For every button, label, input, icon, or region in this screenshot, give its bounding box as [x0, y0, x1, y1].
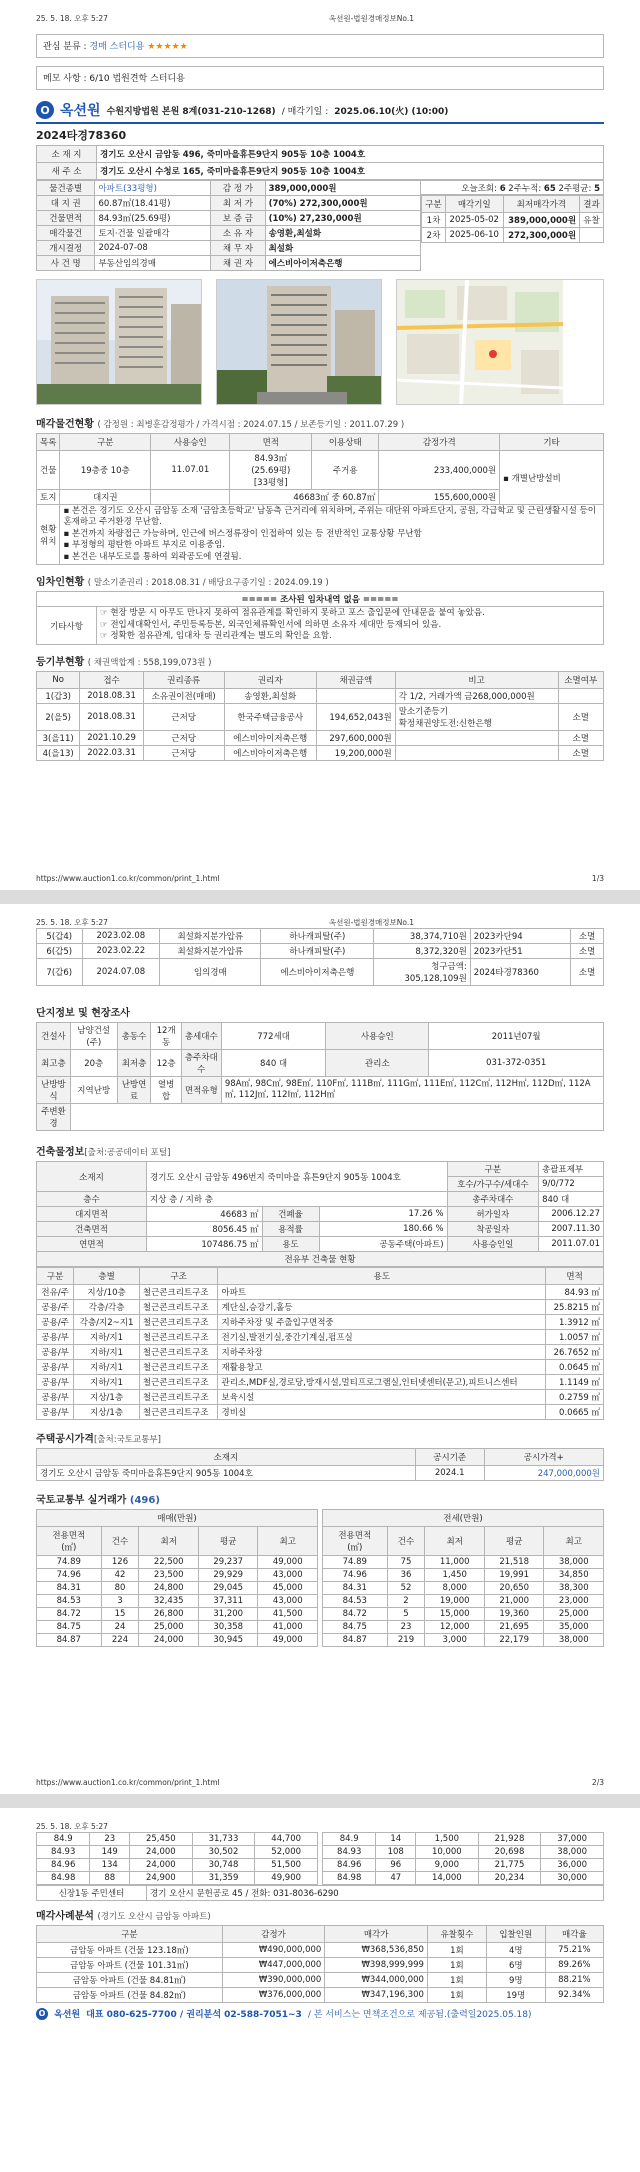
trade-row: 74.96 36 1,450 19,991 34,850	[323, 1569, 604, 1582]
trade-row: 84.72 5 15,000 19,360 25,000	[323, 1608, 604, 1621]
building-info-row: 대지면적 46683 ㎡ 건폐율 17.26 % 허가일자 2006.12.27	[37, 1207, 604, 1222]
rent-trade-table: 전세(만원) 전용면적 (㎡) 건수 최저 평균 최고 74.89 75 11,000 21,518 38,000 74.96 36 1,450 19,991 34,850 84.31 52 8,000 20,650 38,300 84.53 2 19,000 21,000 23,000 84.72 5 15,000 19,360 25,000 84.75 23 12,000 21,695 35,000 84.87 219 3,000 22,179 38,000	[322, 1509, 604, 1647]
print-footer-1	[36, 874, 604, 883]
trade-row: 84.9 14 1,500 21,928 37,000	[323, 1833, 604, 1846]
complex-row: 건설사 남양건설(주) 총동수 12개동 총세대수 772세대 사용승인 2011년07월	[37, 1023, 604, 1050]
trade-row: 84.31 80 24,800 29,045 45,000	[37, 1582, 318, 1595]
info-row: 대 지 권 60.87㎡(18.41평) 최 저 가 (70%) 272,300,000원	[37, 196, 421, 211]
complex-table: 건설사 남양건설(주) 총동수 12개동 총세대수 772세대 사용승인 2011년07월 최고층 20층 최저층 12층 층주차대수 840 대 관리소 031-372-0351 난방방식 지역난방 난방연료 열병합 면적유형 98A㎡, 98C㎡, 98E㎡, 110F㎡, 111B㎡, 111G㎡, 111E㎡, 112C㎡, 112H㎡, 112D㎡, 112A㎡, 112J㎡, 112I㎡, 112H㎡ 주변환경	[36, 1022, 604, 1131]
address-value: 경기도 오산시 금암동 496, 죽미마을휴튼9단지 905동 10층 1004호	[97, 146, 604, 163]
unit-parts-table: 구분 층별 구조 용도 면적 전유/주 지상/10층 철근콘크리트구조 아파트 84.93 ㎡ 공용/주 각층/각층 철근콘크리트구조 계단실,승강기,홀등 25.8215 ㎡ 공용/주 각층/지2~지1 철근콘크리트구조 지하주차장 및 주출입구면적중 1.3912 ㎡ 공용/부 지하/지1 철근콘크리트구조 전기실,발전기실,중간기계실,펌프실 1.0057 ㎡ 공용/부 지하/지1 철근콘크리트구조 지하주차장 26.7652 ㎡ 공용/부 지하/지1 철근콘크리트구조 재활용창고 0.0645 ㎡ 공용/부 지하/지1 철근콘크리트구조 관리소,MDF실,경로당,방재시설,멀티프로그램실,인터넷센터(문고),피트니스센터 1.1149 ㎡ 공용/부 지상/1층 철근콘크리트구조 보육시설 0.2759 ㎡ 공용/부 지상/1층 철근콘크리트구조 경비실 0.0665 ㎡	[36, 1267, 604, 1420]
registry-row: 3(을11) 2021.10.29 근저당 에스비아이저축은행 297,600,000원 소멸	[37, 730, 604, 745]
page-number: 1/3	[591, 874, 604, 883]
case-analysis-row: 금암동 아파트 (건물 84.82㎡) ₩376,000,000 ₩347,196,300 1회 19명 92.34%	[37, 1988, 604, 2003]
history-row: 1차 2025-05-02 389,000,000원 유찰	[422, 213, 604, 228]
auction1-logo-icon: O	[36, 101, 54, 119]
trade-row: 84.96 134 24,000 30,748 51,500	[37, 1859, 318, 1872]
tenant-section-title: 임차인현황 ( 말소기준권리 : 2018.08.31 / 배당요구종기일 : 2024.09.19 )	[36, 577, 329, 589]
trade-row: 84.75 24 25,000 30,358 41,000	[37, 1621, 318, 1634]
trade-row: 84.93 149 24,000 30,502 52,000	[37, 1846, 318, 1859]
complex-section-title: 단지정보 및 현장조사	[36, 1008, 130, 1019]
case-analysis-row: 금암동 아파트 (건물 84.81㎡) ₩390,000,000 ₩344,000,000 1회 9명 88.21%	[37, 1973, 604, 1988]
trade-section-title: 국토교통부 실거래가 (496)	[36, 1495, 160, 1506]
case-number: 2024타경78360	[36, 129, 127, 142]
info-row: 물건종별 아파트(33평형) 감 정 가 389,000,000원	[37, 181, 421, 196]
print-header	[36, 0, 604, 24]
interest-label: 관심 분류 :	[43, 42, 87, 52]
registry-row: 1(갑3) 2018.08.31 소유권이전(매매) 송영환,최설화 각 1/2, 거래가액 금268,000,000원	[37, 688, 604, 703]
registry-row: 5(갑4) 2023.02.08 최설화지분가압류 하나캐피탈(주) 38,374,710원 2023카단94 소멸	[37, 929, 604, 944]
auction1-logo-icon: O	[36, 2008, 48, 2020]
registry-row: 4(을13) 2022.03.31 근저당 에스비아이저축은행 19,200,000원 소멸	[37, 745, 604, 760]
unit-part-row: 공용/부 지하/지1 철근콘크리트구조 전기실,발전기실,중간기계실,펌프실 1.0057 ㎡	[37, 1330, 604, 1345]
trade-row: 84.53 3 32,435 37,311 43,000	[37, 1595, 318, 1608]
sale-date: 2025.06.10(火) (10:00)	[334, 106, 449, 117]
page-1	[0, 0, 640, 890]
unit-part-row: 공용/부 지하/지1 철근콘크리트구조 지하주차장 26.7652 ㎡	[37, 1345, 604, 1360]
building-info-row: 건축면적 8056.45 ㎡ 용적률 180.66 % 착공일자 2007.11.30	[37, 1222, 604, 1237]
complex-row: 최고층 20층 최저층 12층 층주차대수 840 대 관리소 031-372-0351	[37, 1050, 604, 1077]
history-row: 2차 2025-06-10 272,300,000원	[422, 228, 604, 243]
print-url[interactable]: https://www.auction1.co.kr/common/print_1.html	[36, 874, 220, 883]
trade-row: 84.9 23 25,450 31,733 44,700	[37, 1833, 318, 1846]
trade-row: 84.98 88 24,900 31,359 49,900	[37, 1872, 318, 1885]
unit-part-row: 공용/부 지상/1층 철근콘크리트구조 보육시설 0.2759 ㎡	[37, 1390, 604, 1405]
office-table: 신장1동 주민센터 경기 오산시 문헌공로 45 / 전화: 031-8036-6290	[36, 1885, 604, 1901]
unit-part-row: 공용/부 지하/지1 철근콘크리트구조 관리소,MDF실,경로당,방재시설,멀티프로그램실,인터넷센터(문고),피트니스센터 1.1149 ㎡	[37, 1375, 604, 1390]
case-analysis-row: 금암동 아파트 (건물 101.31㎡) ₩447,000,000 ₩398,999,999 1회 6명 89.26%	[37, 1958, 604, 1973]
print-title: 옥션원-법원경매정보No.1	[328, 14, 414, 23]
trade-row: 74.89 75 11,000 21,518 38,000	[323, 1556, 604, 1569]
building-photo-2[interactable]	[216, 279, 382, 405]
sale-trade-table-continued	[36, 1832, 318, 1885]
rent-trade-table-continued	[322, 1832, 604, 1885]
trade-row: 84.75 23 12,000 21,695 35,000	[323, 1621, 604, 1634]
trade-row: 74.89 126 22,500 29,237 49,000	[37, 1556, 318, 1569]
brand-name: 옥션원	[60, 103, 101, 119]
unit-part-row: 공용/주 각층/각층 철근콘크리트구조 계단실,승강기,홀등 25.8215 ㎡	[37, 1300, 604, 1315]
building-info-row: 연면적 107486.75 ㎡ 용도 공동주택(아파트) 사용승인일 2011.07.01	[37, 1237, 604, 1252]
case-summary-table	[36, 145, 604, 180]
footer-contact: O 옥션원 대표 080-625-7700 / 권리분석 02-588-7051~3 / 본 서비스는 면책조건으로 제공됨.(출력일2025.05.18)	[36, 2007, 604, 2020]
trade-row: 84.98 47 14,000 20,234 30,000	[323, 1872, 604, 1885]
print-footer-2	[36, 1778, 604, 1787]
rating-stars: ★★★★★	[147, 42, 188, 52]
memo-label: 메모 사항 :	[43, 74, 87, 84]
memo-value: 6/10 법원견학 스터디용	[89, 74, 185, 84]
page-3	[0, 1808, 640, 2172]
case-analysis-row: 금암동 아파트 (건물 123.18㎡) ₩490,000,000 ₩368,536,850 1회 4명 75.21%	[37, 1943, 604, 1958]
trade-row: 74.96 42 23,500 29,929 43,000	[37, 1569, 318, 1582]
building-row: 건물 19층중 10층 11.07.01 84.93㎡ (25.69평) [33평형] 주거용 233,400,000원 ▪ 개별난방설비	[37, 451, 604, 490]
memo-box	[36, 66, 604, 90]
case-analysis-title: 매각사례분석 (경기도 오산시 금암동 아파트)	[36, 1911, 211, 1922]
interest-value[interactable]: 경매 스터디용	[89, 42, 145, 52]
trade-row: 84.93 108 10,000 20,698 38,000	[323, 1846, 604, 1859]
status-section-title: 매각물건현황 ( 감정원 : 최병훈감정평가 / 가격시점 : 2024.07.15 / 보존등기일 : 2011.07.29 )	[36, 419, 405, 430]
public-price-table: 소재지 공시기준 공시가격+ 경기도 오산시 금암동 죽미마을휴튼9단지 905동 1004호 2024.1 247,000,000원	[36, 1448, 604, 1481]
trade-row: 84.96 96 9,000 21,775 36,000	[323, 1859, 604, 1872]
property-status-table: 목록 구분 사용승인 면적 이용상태 감정가격 기타 건물 19층중 10층 11.07.01 84.93㎡ (25.69평) [33평형] 주거용 233,400,000원 ▪ 개별난방설비 토지 대지권 46683㎡ 중 60.87㎡ 155,600,000원 현황 위치 ▪ 본건은 경기도 오산시 금암동 소재 '금암초등학교' 남동측 근거리에 위치하며, 주위는 대단위 아파트단지, 공원, 각급학교 및 근린생활시설 등이 혼재하고 주거환경 무난함. ▪ 본건까지 차량접근 가능하며, 인근에 버스정류장이 인접하여 있는 등 전반적인 교통상황 무난함 ▪ 부정형의 평탄한 아파트 부지로 이용중임. ▪ 본건은 내부도로를 통하여 외곽공도에 연결됨.	[36, 433, 604, 565]
info-row: 사 건 명 부동산임의경매 채 권 자 에스비아이저축은행	[37, 256, 421, 271]
info-row: 개시결정 2024-07-08 채 무 자 최설화	[37, 241, 421, 256]
registry-row: 2(을5) 2018.08.31 근저당 한국주택금융공사 194,652,043원 말소기준등기 확정채권양도전:신한은행 소멸	[37, 703, 604, 730]
info-row: 건물면적 84.93㎡(25.69평) 보 증 금 (10%) 27,230,000원	[37, 211, 421, 226]
print-url[interactable]: https://www.auction1.co.kr/common/print_1.html	[36, 1778, 220, 1787]
tenant-table: ===== 조사된 임차내역 없음 ===== 기타사항 ☞ 현장 방문 시 아무도 만나지 못하여 점유관계를 확인하지 못하고 포스 출입문에 안내문을 붙여 놓았음. ☞ 전입세대확인서, 주민등록등본, 외국인체류확인서에 의하면 소유자 세대만 등재되어 있음. ☞ 정확한 점유관계, 임대차 등 권리관계는 별도의 확인을 요함.	[36, 591, 604, 644]
sale-history-table: 구분 매각기일 최저매각가격 결과 1차 2025-05-02 389,000,000원 유찰 2차 2025-06-10 272,300,000원	[421, 195, 604, 243]
info-row: 매각물건 토지·건물 일괄매각 소 유 자 송영환,최설화	[37, 226, 421, 241]
building-section-title: 건축물정보[출처:공공데이터 포털]	[36, 1147, 171, 1158]
sale-date-label: / 매각기일 :	[281, 106, 329, 117]
unit-part-row: 전유/주 지상/10층 철근콘크리트구조 아파트 84.93 ㎡	[37, 1285, 604, 1300]
interest-box	[36, 34, 604, 58]
address-label: 소 재 지	[37, 146, 97, 163]
registry-section-title: 등기부현황 ( 채권액합계 : 558,199,073원 )	[36, 656, 212, 668]
location-row: 현황 위치 ▪ 본건은 경기도 오산시 금암동 소재 '금암초등학교' 남동측 근거리에 위치하며, 주위는 대단위 아파트단지, 공원, 각급학교 및 근린생활시설 등이 혼재하고 주거환경 무난함. ▪ 본건까지 차량접근 가능하며, 인근에 버스정류장이 인접하여 있는 등 전반적인 교통상황 무난함 ▪ 부정형의 평탄한 아파트 부지로 이용중임. ▪ 본건은 내부도로를 통하여 외곽공도에 연결됨.	[37, 505, 604, 565]
building-info-table: 소재지 경기도 오산시 금암동 496번지 죽미마을 휴튼9단지 905동 1004호 구분 총괄표제부 호수/가구수/세대수 9/0/772 층수 지상 층 / 지하 층 총주차대수 840 대 대지면적 46683 ㎡ 건폐율 17.26 % 허가일자 2006.12.27 건축면적 8056.45 ㎡ 용적률 180.66 % 착공일자 2007.11.30 연면적 107486.75 ㎡ 용도 공동주택(아파트) 사용승인일 2011.07.01 전유부 건축물 현황	[36, 1161, 604, 1267]
unit-part-row: 공용/부 지하/지1 철근콘크리트구조 재활용창고 0.0645 ㎡	[37, 1360, 604, 1375]
print-date: 25. 5. 18. 오후 5:27	[36, 918, 108, 927]
trade-count-link[interactable]: (496)	[129, 1495, 160, 1506]
unit-part-row: 공용/부 지상/1층 철근콘크리트구조 경비실 0.0665 ㎡	[37, 1405, 604, 1420]
photo-strip	[36, 279, 604, 405]
sale-trade-table: 매매(만원) 전용면적 (㎡) 건수 최저 평균 최고 74.89 126 22,500 29,237 49,000 74.96 42 23,500 29,929 43,000 84.31 80 24,800 29,045 45,000 84.53 3 32,435 37,311 43,000 84.72 15 26,800 31,200 41,500 84.75 24 25,000 30,358 41,000 84.87 224 24,000 30,945 49,000	[36, 1509, 318, 1647]
location-map[interactable]	[396, 279, 604, 405]
page-2	[0, 904, 640, 1794]
land-row: 토지 대지권 46683㎡ 중 60.87㎡ 155,600,000원	[37, 490, 604, 505]
print-date: 25. 5. 18. 오후 5:27	[36, 14, 108, 23]
registry-table-continued	[36, 928, 604, 986]
court-name: 수원지방법원 본원 8계(031-210-1268)	[106, 106, 276, 117]
trade-row: 84.53 2 19,000 21,000 23,000	[323, 1595, 604, 1608]
unit-part-row: 공용/주 각층/지2~지1 철근콘크리트구조 지하주차장 및 주출입구면적중 1.3912 ㎡	[37, 1315, 604, 1330]
building-photo-1[interactable]	[36, 279, 202, 405]
case-analysis-table: 구분 감정가 매각가 유찰횟수 입찰인원 매각율 금암동 아파트 (건물 123.18㎡) ₩490,000,000 ₩368,536,850 1회 4명 75.21% 금암동 아파트 (건물 101.31㎡) ₩447,000,000 ₩398,999,999 1회 6명 89.26% 금암동 아파트 (건물 84.81㎡) ₩390,000,000 ₩344,000,000 1회 9명 88.21% 금암동 아파트 (건물 84.82㎡) ₩376,000,000 ₩347,196,300 1회 19명 92.34%	[36, 1925, 604, 2003]
print-date: 25. 5. 18. 오후 5:27	[36, 1822, 108, 1831]
public-price-title: 주택공시가격[출처:국토교통부]	[36, 1434, 161, 1445]
print-title: 옥션원-법원경매정보No.1	[328, 918, 414, 927]
new-address-label: 새 주 소	[37, 163, 97, 180]
new-address-value: 경기도 오산시 수청로 165, 죽미마을휴튼9단지 905동 10층 1004호	[97, 163, 604, 180]
registry-table: No 접수 권리종류 권리자 채권금액 비고 소멸여부 1(갑3) 2018.08.31 소유권이전(매매) 송영환,최설화 각 1/2, 거래가액 금268,000,000원 2(을5) 2018.08.31 근저당 한국주택금융공사 194,652,043원 말소기준등기 확정채권양도전:신한은행 소멸 3(을11) 2021.10.29 근저당 에스비아이저축은행 297,600,000원 소멸 4(을13) 2022.03.31 근저당 에스비아이저축은행 19,200,000원 소멸	[36, 671, 604, 761]
registry-row: 6(갑5) 2023.02.22 최설화지분가압류 하나캐피탈(주) 8,372,320원 2023카단51 소멸	[37, 944, 604, 959]
case-info-table	[36, 180, 421, 271]
view-stats: 오늘조회: 6 2주누적: 65 2주평균: 5	[421, 180, 604, 195]
trade-row: 84.31 52 8,000 20,650 38,300	[323, 1582, 604, 1595]
registry-row: 7(갑6) 2024.07.08 임의경매 에스비아이저축은행 청구금액: 305,128,109원 2024타경78360 소멸	[37, 959, 604, 986]
page-number: 2/3	[591, 1778, 604, 1787]
trade-row: 84.87 219 3,000 22,179 38,000	[323, 1634, 604, 1647]
trade-row: 84.87 224 24,000 30,945 49,000	[37, 1634, 318, 1647]
case-header	[36, 100, 604, 120]
trade-row: 84.72 15 26,800 31,200 41,500	[37, 1608, 318, 1621]
